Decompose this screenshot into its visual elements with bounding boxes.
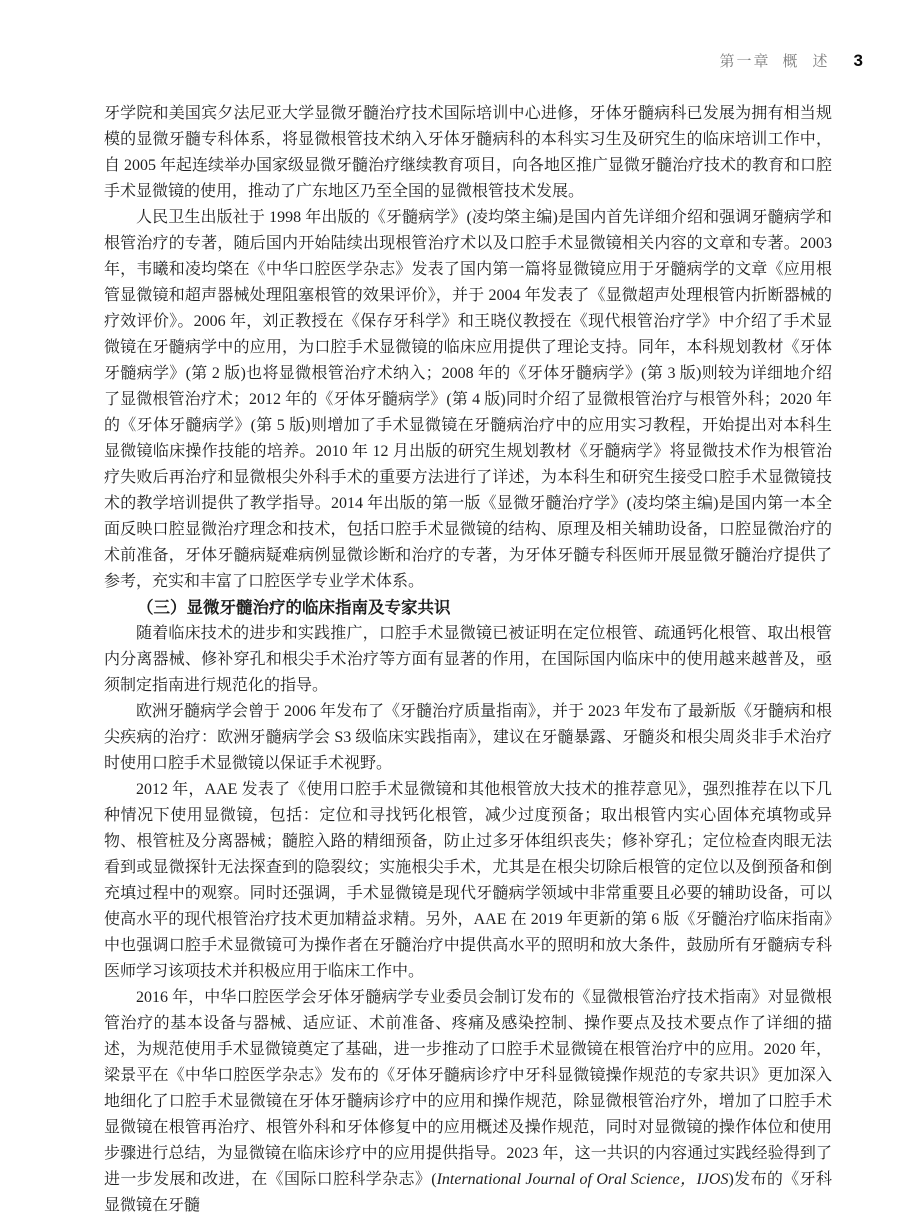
page-number: 3 <box>853 51 863 70</box>
paragraph-aae: 2012 年，AAE 发表了《使用口腔手术显微镜和其他根管放大技术的推荐意见》，强烈推荐在以下几种情况下使用显微镜，包括：定位和寻找钙化根管，减少过度预备；取出根管内实心固体充填物或异物、根管桩及分离器械；髓腔入路的精细预备，防止过多牙体组织丧失；修补穿孔；定位检查肉眼无法看到或显微探针无法探查到的隐裂纹；实施根尖手术，尤其是在根尖切除后根管的定位以及倒预备和倒充填过程中的观察。同时还强调，手术显微镜是现代牙髓病学领域中非常重要且必要的辅助设备，可以使高水平的现代根管治疗技术更加精益求精。另外，AAE 在 2019 年更新的第 6 版《牙髓治疗临床指南》中也强调口腔手术显微镜可为操作者在牙髓治疗中提供高水平的照明和放大条件，鼓励所有牙髓病专科医师学习该项技术并积极应用于临床工作中。 <box>104 781 832 980</box>
paragraph-china <box>104 985 832 1219</box>
paragraph-clinical-need: 随着临床技术的进步和实践推广，口腔手术显微镜已被证明在定位根管、疏通钙化根管、取出根管内分离器械、修补穿孔和根尖手术治疗等方面有显著的作用，在国际国内临床中的使用越来越普及，亟须制定指南进行规范化的指导。 <box>104 625 832 694</box>
paragraph-europe: 欧洲牙髓病学会曾于 2006 年发布了《牙髓治疗质量指南》，并于 2023 年发布了最新版《牙髓病和根尖疾病的治疗：欧洲牙髓病学会 S3 级临床实践指南》，建议在牙髓暴露、牙髓炎和根尖周炎非手术治疗时使用口腔手术显微镜以保证手术视野。 <box>104 703 833 772</box>
page-body <box>104 101 832 1219</box>
paragraph-china-post: )发布的《牙科显微镜在牙髓 <box>104 1171 832 1214</box>
paragraph-history: 人民卫生出版社于 1998 年出版的《牙髓病学》(凌均棨主编)是国内首先详细介绍和强调牙髓病学和根管治疗的专著，随后国内开始陆续出现根管治疗术以及口腔手术显微镜相关内容的文章和专著。2003 年，韦曦和凌均棨在《中华口腔医学杂志》发表了国内第一篇将显微镜应用于牙髓病学的文章《应用根管显微镜和超声器械处理阻塞根管的效果评价》，并于 2004 年发表了《显微超声处理根管内折断器械的疗效评价》。2006 年，刘正教授在《保存牙科学》和王晓仪教授在《现代根管治疗学》中介绍了手术显微镜在牙髓病学中的应用，为口腔手术显微镜的临床应用提供了理论支持。同年，本科规划教材《牙体牙髓病学》(第 2 版)也将显微根管治疗术纳入；2008 年的《牙体牙髓病学》(第 3 版)则较为详细地介绍了显微根管治疗术；2012 年的《牙体牙髓病学》(第 4 版)同时介绍了显微根管治疗与根管外科；2020 年的《牙体牙髓病学》(第 5 版)则增加了手术显微镜在牙髓病治疗中的应用实习教程，开始提出对本科生显微镜临床操作技能的培养。2010 年 12 月出版的研究生规划教材《牙髓病学》将显微技术作为根管治疗失败后再治疗和显微根尖外科手术的重要方法进行了详述，为本科生和研究生接受口腔手术显微镜技术的教学培训提供了教学指导。2014 年出版的第一版《显微牙髓治疗学》(凌均棨主编)是国内第一本全面反映口腔显微治疗理念和技术，包括口腔手术显微镜的结构、原理及相关辅助设备，口腔显微治疗的术前准备，牙体牙髓病疑难病例显微诊断和治疗的专著，为牙体牙髓专科医师开展显微牙髓治疗提供了参考，充实和丰富了口腔医学专业学术体系。 <box>104 209 832 590</box>
chapter-label: 第一章 <box>719 54 771 70</box>
page-header <box>720 50 864 71</box>
paragraph-continued: 牙学院和美国宾夕法尼亚大学显微牙髓治疗技术国际培训中心进修，牙体牙髓病科已发展为拥有相当规模的显微牙髓专科体系，将显微根管技术纳入牙体牙髓病科的本科实习生及研究生的临床培训工作中，自 2005 年起连续举办国家级显微牙髓治疗继续教育项目，向各地区推广显微牙髓治疗技术的教育和口腔手术显微镜的使用，推动了广东地区乃至全国的显微根管技术发展。 <box>104 105 833 200</box>
section-heading: （三）显微牙髓治疗的临床指南及专家共识 <box>137 599 451 617</box>
paragraph-china-pre: 2016 年，中华口腔医学会牙体牙髓病学专业委员会制订发布的《显微根管治疗技术指南》对显微根管治疗的基本设备与器械、适应证、术前准备、疼痛及感染控制、操作要点及技术要点作了详细的描述，为规范使用手术显微镜奠定了基础，进一步推动了口腔手术显微镜在根管治疗中的应用。2020 年，梁景平在《中华口腔医学杂志》发布的《牙体牙髓病诊疗中牙科显微镜操作规范的专家共识》更加深入地细化了口腔手术显微镜在牙体牙髓病诊疗中的应用和操作规范，除显微根管治疗外，增加了口腔手术显微镜在根管再治疗、根管外科和牙体修复中的应用概述及操作规范，同时对显微镜的操作体位和使用步骤进行总结，为显微镜在临床诊疗中的应用提供指导。2023 年，这一共识的内容通过实践经验得到了进一步发展和改进，在《国际口腔科学杂志》( <box>104 989 832 1188</box>
chapter-title: 概 述 <box>782 54 828 70</box>
journal-name-italic: International Journal of Oral Science，IJOS <box>436 1171 729 1188</box>
